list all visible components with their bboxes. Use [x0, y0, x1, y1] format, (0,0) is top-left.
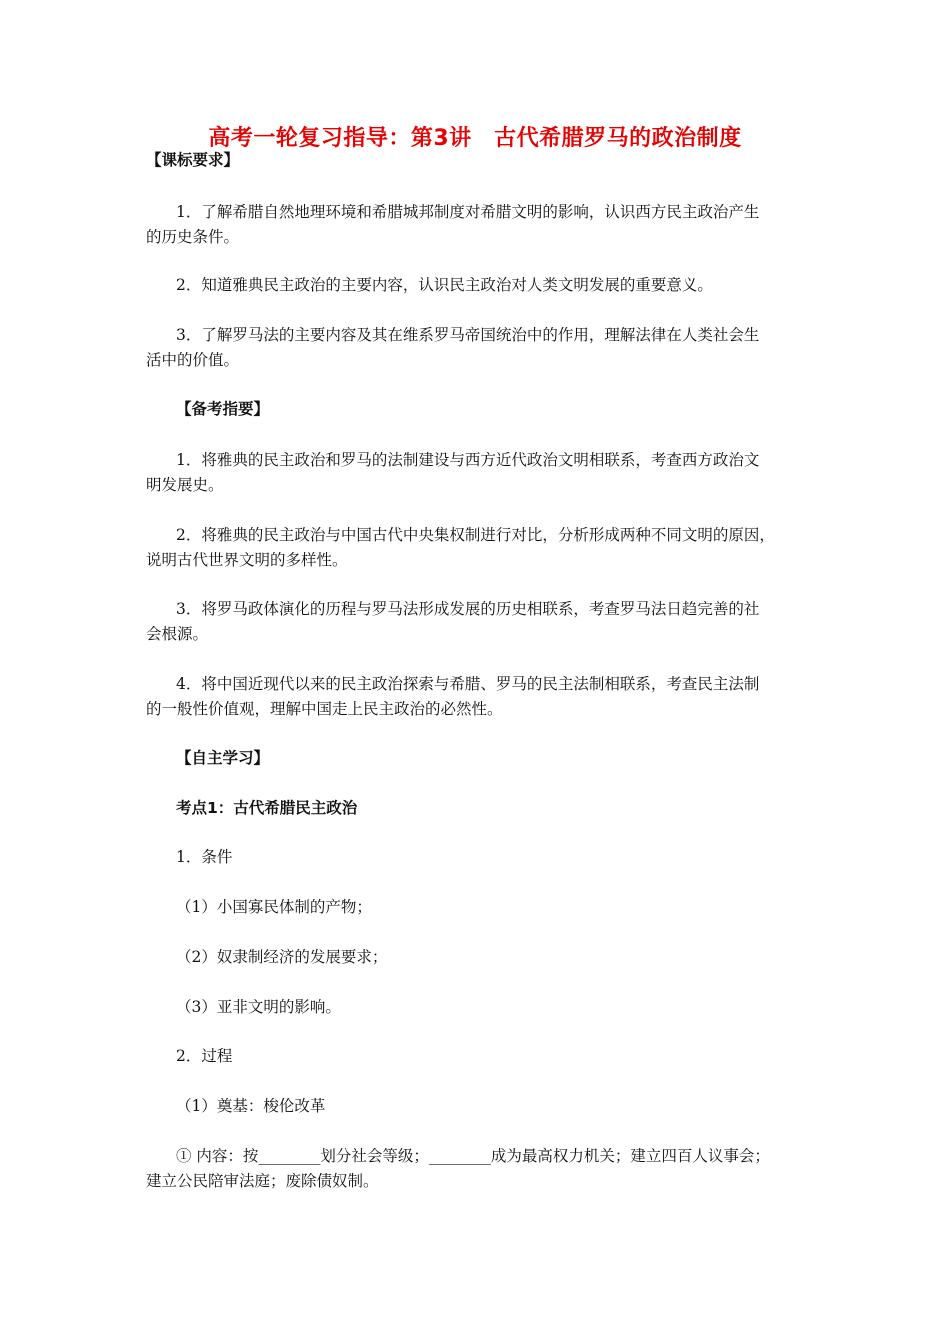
paragraph-line: 的一般性价值观，理解中国走上民主政治的必然性。	[146, 700, 503, 718]
paragraph-line: 1．将雅典的民主政治和罗马的法制建设与西方近代政治文明相联系，考查西方政治文	[176, 451, 760, 469]
paragraph-line: ① 内容：按________划分社会等级；________成为最高权力机关；建立四百人议事会；	[176, 1147, 770, 1165]
paragraph-line: 2．将雅典的民主政治与中国古代中央集权制进行对比，分析形成两种不同文明的原因，	[176, 526, 775, 544]
list-heading: 1．条件	[176, 848, 233, 866]
paragraph-line: 3．将罗马政体演化的历程与罗马法形成发展的历史相联系，考查罗马法日趋完善的社	[176, 600, 760, 618]
exam-point-heading: 考点1：古代希腊民主政治	[176, 799, 358, 817]
section-heading-curriculum: 【课标要求】	[146, 151, 240, 169]
paragraph-line: 活中的价值。	[146, 351, 240, 369]
paragraph-line: 的历史条件。	[146, 228, 240, 246]
list-item: （3）亚非文明的影响。	[176, 998, 341, 1016]
paragraph-line: 建立公民陪审法庭；废除债奴制。	[146, 1172, 379, 1190]
paragraph-line: 1．了解希腊自然地理环境和希腊城邦制度对希腊文明的影响，认识西方民主政治产生	[176, 203, 760, 221]
paragraph-line: 4．将中国近现代以来的民主政治探索与希腊、罗马的民主法制相联系，考查民主法制	[176, 675, 760, 693]
page-title: 高考一轮复习指导：第3讲 古代希腊罗马的政治制度	[208, 126, 742, 151]
section-heading-exam-guide: 【备考指要】	[176, 400, 270, 418]
paragraph-line: 明发展史。	[146, 476, 224, 494]
list-item: （1）奠基：梭伦改革	[176, 1097, 326, 1115]
list-item: （2）奴隶制经济的发展要求；	[176, 948, 388, 966]
section-heading-self-study: 【自主学习】	[176, 749, 270, 767]
paragraph-line: 说明古代世界文明的多样性。	[146, 551, 348, 569]
paragraph-line: 会根源。	[146, 625, 209, 643]
paragraph-line: 3．了解罗马法的主要内容及其在维系罗马帝国统治中的作用，理解法律在人类社会生	[176, 326, 760, 344]
list-item: （1）小国寡民体制的产物；	[176, 898, 372, 916]
list-heading: 2．过程	[176, 1047, 233, 1065]
paragraph-line: 2．知道雅典民主政治的主要内容，认识民主政治对人类文明发展的重要意义。	[176, 276, 713, 294]
